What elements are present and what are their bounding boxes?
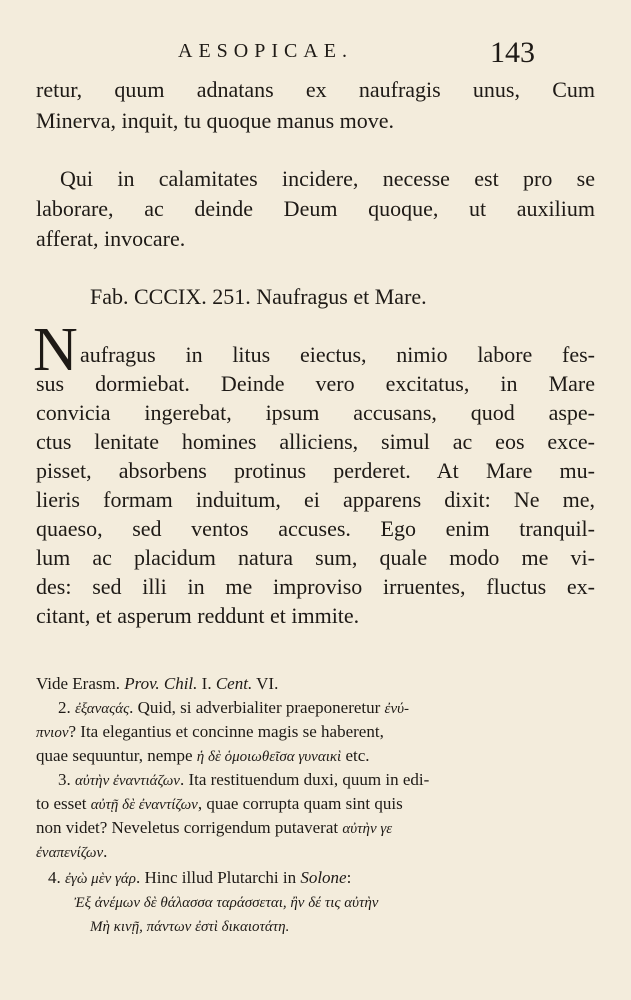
- text-line: retur, quum adnatans ex naufragis unus, Cum: [36, 77, 595, 102]
- text-line: Minerva, inquit, tu quoque manus move.: [36, 108, 395, 133]
- text-line: lieris formam induitum, ei apparens dixit: Ne me,: [36, 487, 595, 512]
- footnote-line: quae sequuntur, nempe ἡ δὲ ὁμοιωθεῖσα γυναικὶ etc.: [36, 746, 370, 765]
- footnote-line: 3. αὐτὴν ἐναντιάζων. Ita restituendum duxi, quum in edi-: [58, 770, 430, 789]
- text-line: convicia ingerebat, ipsum accusans, quod aspe-: [36, 400, 595, 425]
- footnote-line: non videt? Neveletus corrigendum putaverat αὐτὴν γε: [36, 818, 393, 837]
- footnote-line: to esset αὐτῇ δὲ ἐναντίζων, quae corrupta quam sint quis: [36, 794, 403, 813]
- drop-cap: N: [33, 316, 78, 384]
- footnote-line: 4. ἐγὼ μὲν γάρ. Hinc illud Plutarchi in Solone:: [48, 868, 352, 887]
- footnote-line: 2. ἐξαναςάς. Quid, si adverbialiter praeponeretur ἐνύ-: [58, 698, 409, 717]
- text-line: des: sed illi in me improviso irruentes, fluctus ex-: [36, 574, 595, 599]
- text-line: pisset, absorbens protinus perderet. At Mare mu-: [36, 458, 595, 483]
- running-title: AESOPICAE.: [178, 40, 354, 62]
- text-line: laborare, ac deinde Deum quoque, ut auxilium: [36, 196, 595, 221]
- footnote-line: ἐναπενίζων.: [36, 842, 108, 861]
- footnote-line: πνιον? Ita elegantius et concinne magis se haberent,: [36, 722, 384, 741]
- text-line: sus dormiebat. Deinde vero excitatus, in Mare: [36, 371, 595, 396]
- footnote-line: Vide Erasm. Prov. Chil. I. Cent. VI.: [36, 674, 279, 693]
- fable-heading: Fab. CCCIX. 251. Naufragus et Mare.: [90, 284, 427, 309]
- text-line: lum ac placidum natura sum, quale modo me vi-: [36, 545, 595, 570]
- page-number: 143: [490, 36, 535, 69]
- text-line: Qui in calamitates incidere, necesse est pro se: [60, 166, 595, 191]
- footnote-verse-line: Μὴ κινῇ, πάντων ἐστὶ δικαιοτάτη.: [90, 919, 290, 935]
- text-line: aufragus in litus eiectus, nimio labore fes-: [80, 342, 595, 367]
- footnote-verse-line: Ἐξ ἀνέμων δὲ θάλασσα ταράσσεται, ἢν δέ τις αὐτὴν: [74, 895, 379, 911]
- text-line: citant, et asperum reddunt et immite.: [36, 603, 360, 628]
- text-line: quaeso, sed ventos accuses. Ego enim tranquil-: [36, 516, 595, 541]
- text-line: afferat, invocare.: [36, 226, 186, 251]
- text-line: ctus lenitate homines alliciens, simul ac eos exce-: [36, 429, 595, 454]
